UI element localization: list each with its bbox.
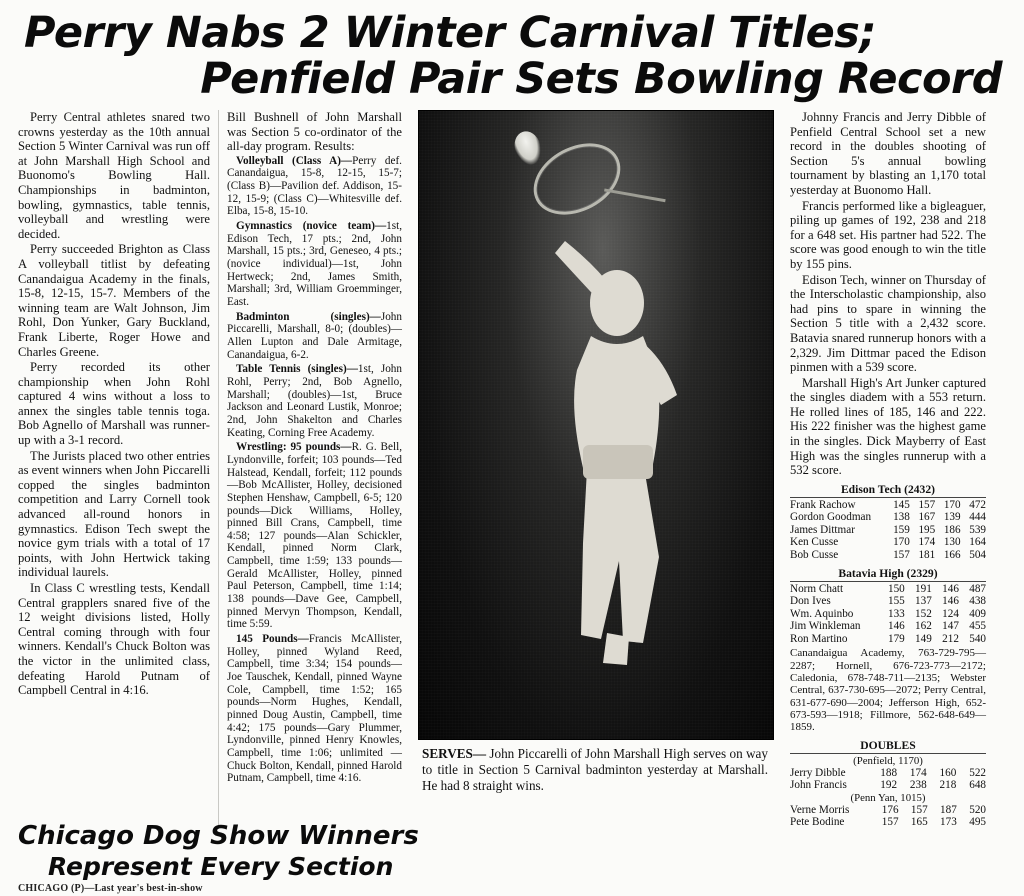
- photo-caption: [418, 746, 772, 794]
- table-row: [790, 536, 986, 549]
- table-row: [790, 583, 986, 596]
- bowler-score: 145: [893, 498, 910, 511]
- bowler-score: 520: [969, 803, 986, 816]
- bowler-score: 165: [910, 816, 928, 829]
- doubles-rows-2: [790, 804, 986, 829]
- secondary-headline: [18, 821, 418, 894]
- result-tabletennis-text: 1st, John Rohl, Perry; 2nd, Bob Agnello, Marshall; (doubles)—1st, Bruce Jackson and Leonard Lustik, Monroe; 2nd, John Shakelton and Charles Keating, Corning Free Academy.: [227, 363, 402, 439]
- doubles-sub-2: (Penn Yan, 1015): [850, 791, 926, 804]
- bowler-score: 139: [943, 511, 961, 524]
- table-row: [790, 779, 986, 792]
- bowler-score: 218: [939, 779, 957, 792]
- result-wrestling-label: Wrestling: 95 pounds—: [236, 441, 352, 454]
- table-row: [790, 620, 986, 633]
- bowler-score: 147: [942, 620, 959, 633]
- table-row: [790, 499, 986, 512]
- result-badminton-text: John Piccarelli, Marshall, 8-0; (doubles)— Allen Lupton and Dale Armitage, Canandaigua, 6-2.: [227, 310, 402, 361]
- bowler-score: 174: [909, 766, 927, 779]
- result-wrestling-2-text: Francis McAllister, Holley, pinned Wyland Reed, Campbell, time 3:34; 154 pounds—Joe Tauschek, Kendall, pinned Wayne Cole, Campbell, time 1:52; 165 pounds—Norm Hughes, Kendall, pinned Doug Austin, Campbell, time 4:42; 175 pounds—Gary Plummer, Lyndonville, pinned Henry Knowles, Campbell, time 1:06; unlimited —Chuck Bolton, Kendall, pinned Harold Putnam, Campbell, time 4:16.: [227, 633, 402, 785]
- doubles-table-2: [790, 804, 986, 829]
- bowler-score: 159: [893, 523, 910, 536]
- paragraph: Perry succeeded Brighton as Class A volleyball titlist by defeating Canandaigua Academy in the finals, 15-8, 12-15, 15-7. Members of the winning team are Walt Johnson, Jim Rohl, Don Yunker, Gary Buckland, Frank Liberte, Roger Howe and Charles Greene.: [18, 242, 210, 359]
- bowler-score: 149: [915, 632, 932, 645]
- bowler-score: 174: [918, 536, 936, 549]
- team1-scores-table: [790, 499, 986, 562]
- bowler-score: 187: [940, 803, 957, 816]
- bowler-name: Jerry Dibble: [790, 766, 846, 779]
- result-tabletennis-label: Table Tennis (singles)—: [236, 363, 358, 376]
- bowler-score: 648: [969, 779, 986, 792]
- main-headline: [0, 0, 1024, 102]
- bowler-score: 157: [910, 803, 928, 816]
- bowler-name: Ron Martino: [790, 632, 848, 645]
- result-wrestling: [227, 441, 402, 631]
- bowler-score: 487: [969, 582, 986, 595]
- paragraph: Edison Tech, winner on Thursday of the Interscholastic championship, also had pins to spare in winning the Section 5 title with a 2,432 score. Batavia snared runnerup honors with a 2,329. Jim Dittmar paced the Edison pinmen with a 539 score.: [790, 272, 986, 375]
- result-gymnastics-text: 1st, Edison Tech, 17 pts.; 2nd, John Marshall, 15 pts.; 3rd, Geneseo, 4 pts.; (novice individual)—1st, John Hertweck; 2nd, James Smith, Marshall; 3rd, William Groemminger, East.: [227, 220, 402, 308]
- column-results: [218, 110, 410, 829]
- bowler-score: 179: [887, 632, 905, 645]
- bowler-score: 409: [969, 607, 986, 620]
- result-volleyball-label: Volleyball (Class A)—: [236, 154, 353, 167]
- bowler-score: 195: [918, 523, 936, 536]
- bowler-score: 166: [943, 549, 961, 562]
- team2-rows: [790, 583, 986, 646]
- bowler-score: 504: [969, 549, 986, 562]
- bowler-name: James Dittmar: [790, 523, 855, 536]
- bowler-name: Ken Cusse: [790, 536, 839, 549]
- table-row: [790, 511, 986, 524]
- bowler-score: 160: [939, 766, 957, 779]
- team1-title: Edison Tech (2432): [790, 483, 986, 498]
- bowler-score: 170: [893, 536, 910, 549]
- paragraph: Marshall High's Art Junker captured the singles diadem with a 553 return. He rolled lines of 185, 146 and 222. His 222 finisher was the highest game in the singles. Dick Mayberry of East High was the singles runnerup with a 532 score.: [790, 375, 986, 478]
- secondary-headline-line-1: Chicago Dog Show Winners: [18, 820, 419, 851]
- bowler-score: 539: [969, 523, 986, 536]
- bowler-score: 146: [887, 620, 905, 633]
- paragraph: Johnny Francis and Jerry Dibble of Penfield Central School set a new record in the doubles shooting of Section 5's annual bowling tournament by blasting an 1,170 total yesterday at Buonomo Hall.: [790, 110, 986, 197]
- bowler-name: Frank Rachow: [790, 498, 856, 511]
- table-row: [790, 767, 986, 780]
- result-volleyball-text: Perry def. Canandaigua, 15-8, 12-15, 15-7; (Class B)—Pavilion def. Addison, 15-12, 15-9; (Class C)—Whitesville def. Elba, 15-8, 15-10.: [227, 154, 402, 218]
- result-gymnastics: [227, 220, 402, 309]
- team-notes: Canandaigua Academy, 763-729-795—2287; Hornell, 676-723-773—2172; Caledonia, 678-748-711—2135; Webster Central, 637-730-695—2072; Perry Central, 631-677-690—2004; Jefferson High, 652-673-593—1918; Fillmore, 562-648-649—1859.: [790, 647, 986, 734]
- column-story-left: [18, 110, 218, 829]
- bowler-score: 152: [915, 607, 932, 620]
- result-wrestling-2: [227, 633, 402, 785]
- bowler-score: 438: [969, 595, 986, 608]
- team2-title: Batavia High (2329): [790, 567, 986, 582]
- bowler-score: 150: [887, 582, 905, 595]
- bowler-score: 522: [969, 766, 986, 779]
- bowler-score: 192: [880, 779, 898, 792]
- result-gymnastics-label: Gymnastics (novice team)—: [236, 220, 387, 233]
- bowler-name: John Francis: [790, 779, 847, 792]
- bowler-score: 472: [969, 498, 986, 511]
- bowler-score: 130: [943, 536, 961, 549]
- table-row: [790, 595, 986, 608]
- photo-caption-text: John Piccarelli of John Marshall High serves on way to title in Section 5 Carnival badminton yesterday at Marshall. He had 8 straight wins.: [422, 746, 768, 793]
- secondary-headline-sub: CHICAGO (P)—Last year's best-in-show: [18, 883, 203, 894]
- table-row: [790, 816, 986, 829]
- bowler-score: 133: [887, 607, 905, 620]
- bowler-score: 212: [942, 632, 959, 645]
- paragraph: Perry recorded its other championship when John Rohl captured 4 wins without a loss to annex the singles table tennis toga. Bob Agnello of Marshall was runner-up with a 3-1 record.: [18, 360, 210, 448]
- bowler-score: 162: [915, 620, 932, 633]
- bowler-score: 188: [880, 766, 898, 779]
- bowler-name: Bob Cusse: [790, 549, 839, 562]
- table-row: [790, 633, 986, 646]
- headline-line-1: Perry Nabs 2 Winter Carnival Titles;: [24, 8, 877, 58]
- bowler-score: 170: [943, 498, 961, 511]
- secondary-headline-line-2: Represent Every Section: [48, 851, 394, 881]
- team2-scores-table: [790, 583, 986, 646]
- doubles-sub-1: (Penfield, 1170): [853, 754, 923, 767]
- result-tabletennis: [227, 363, 402, 439]
- team1-rows: [790, 499, 986, 562]
- player-figure: [539, 231, 699, 731]
- photo-wrap: [418, 110, 772, 794]
- bowler-score: 167: [918, 511, 936, 524]
- result-volleyball: [227, 155, 402, 218]
- bowler-score: 173: [940, 816, 957, 829]
- bowler-score: 146: [942, 595, 959, 608]
- doubles-title: DOUBLES: [790, 739, 986, 754]
- table-row: [790, 608, 986, 621]
- paragraph: Francis performed like a bigleaguer, piling up games of 192, 238 and 218 for a 648 set. His partner had 522. The score was good enough to win the title by 155 pins.: [790, 198, 986, 271]
- article-columns: [0, 102, 1024, 829]
- bowler-name: Wm. Aquinbo: [790, 607, 854, 620]
- bowler-score: 444: [969, 511, 986, 524]
- table-row: [790, 549, 986, 562]
- column-bowling: [780, 110, 986, 829]
- doubles-table-1: [790, 767, 986, 792]
- badminton-photo: [418, 110, 774, 740]
- bowler-score: 455: [969, 620, 986, 633]
- result-wrestling-text: R. G. Bell, Lyndonville, forfeit; 103 pounds—Ted Halstead, Kendall, forfeit; 112 pounds—Bob McAllister, Holley, decisioned Stephen Henshaw, Campbell, 6-5; 120 pounds—Dick Williams, Holley, pinned Bill Crans, Campbell, time 4:58; 127 pounds—Alan Schickler, Kendall, pinned Norm Clark, Campbell, time 1:59; 133 pounds—Gerald McAllister, Holley, pinned Paul Peterson, Campbell, time 1:14; 138 pounds—Dave Gee, Campbell, pinned Mervyn Thompson, Kendall, time 5:59.: [227, 441, 402, 631]
- paragraph: In Class C wrestling tests, Kendall Central grapplers snared five of the 12 weight divisions listed, Holly Central coming through with four winners. Kendall's Chuck Bolton was the victor in the unlimited class, defeating Harold Putnam of Campbell Central in 4:16.: [18, 581, 210, 698]
- bowler-score: 157: [881, 816, 899, 829]
- bowler-name: Gordon Goodman: [790, 511, 872, 524]
- bowler-score: 186: [943, 523, 961, 536]
- bowler-name: Don Ives: [790, 595, 831, 608]
- headline-line-2: Penfield Pair Sets Bowling Record: [200, 54, 1002, 104]
- table-row: [790, 804, 986, 817]
- result-badminton-label: Badminton (singles)—: [236, 310, 381, 323]
- table-row: [790, 524, 986, 537]
- result-wrestling-2-label: 145 Pounds—: [236, 633, 309, 646]
- bowler-name: Verne Morris: [790, 803, 850, 816]
- bowler-name: Pete Bodine: [790, 816, 845, 829]
- bowler-score: 155: [887, 595, 905, 608]
- bowler-score: 176: [881, 803, 899, 816]
- bowler-score: 191: [915, 582, 932, 595]
- bowler-score: 138: [893, 511, 910, 524]
- column-photo: [410, 110, 780, 829]
- bowler-score: 540: [969, 632, 986, 645]
- bowler-score: 124: [942, 607, 959, 620]
- bowler-score: 164: [969, 536, 986, 549]
- paragraph: The Jurists placed two other entries as event winners when John Piccarelli copped the singles badminton competition and Larry Cornell took advanced all-round honors in gymnastics. Edison Tech swept the novice gym trials with a total of 17 points, with John Hertwick taking individual laurels.: [18, 448, 210, 580]
- bowler-score: 137: [915, 595, 932, 608]
- bowler-name: Jim Winkleman: [790, 620, 861, 633]
- bowler-score: 157: [893, 549, 910, 562]
- paragraph: Perry Central athletes snared two crowns yesterday as the 10th annual Section 5 Winter Carnival was run off at John Marshall High School and Buonomo's Bowling Hall. Championships in badminton, bowling, gymnastics, table tennis, volleyball and wrestling were decided.: [18, 110, 210, 241]
- bowler-score: 495: [969, 816, 986, 829]
- bowler-name: Norm Chatt: [790, 582, 844, 595]
- bowler-score: 157: [918, 498, 936, 511]
- doubles-rows-1: [790, 767, 986, 792]
- result-badminton: [227, 311, 402, 362]
- bowler-score: 181: [918, 549, 936, 562]
- bowler-score: 146: [942, 582, 959, 595]
- photo-caption-lead: SERVES—: [422, 746, 487, 761]
- results-intro: Bill Bushnell of John Marshall was Section 5 co-ordinator of the all-day program. Results:: [227, 110, 402, 154]
- bowler-score: 238: [909, 779, 927, 792]
